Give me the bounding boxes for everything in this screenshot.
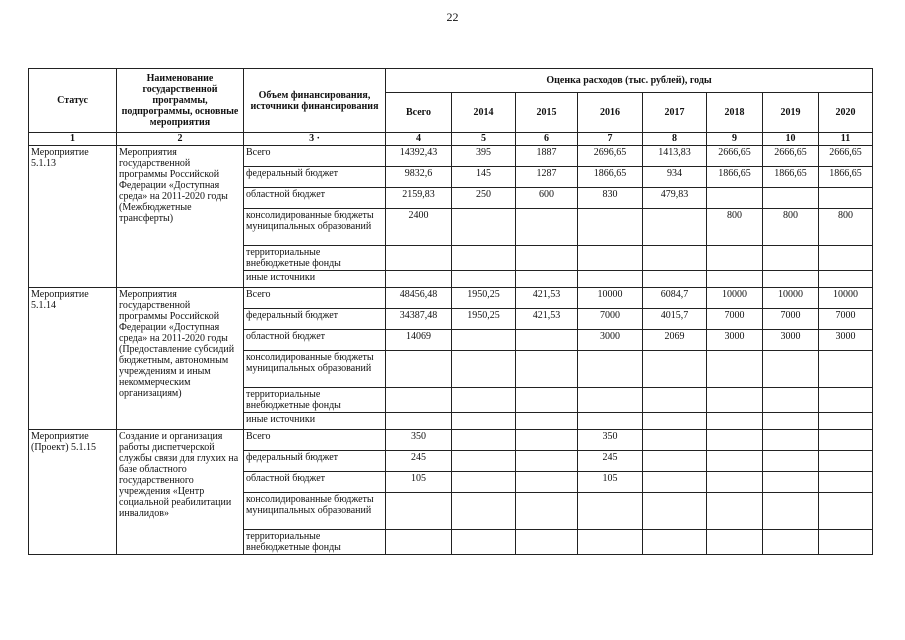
amount-cell	[452, 246, 516, 271]
amount-cell	[516, 430, 578, 451]
amount-cell: 2666,65	[707, 146, 763, 167]
table-row	[29, 430, 873, 451]
amount-cell	[643, 530, 707, 555]
funding-source: иные источники	[244, 413, 386, 430]
amount-cell	[763, 493, 819, 530]
table-row	[29, 288, 873, 309]
column-number: 4	[386, 133, 452, 146]
amount-cell: 1950,25	[452, 309, 516, 330]
amount-cell	[707, 472, 763, 493]
amount-cell	[707, 451, 763, 472]
amount-cell	[578, 413, 643, 430]
amount-cell: 350	[386, 430, 452, 451]
amount-cell: 48456,48	[386, 288, 452, 309]
funding-source: консолидированные бюджеты муниципальных образований	[244, 209, 386, 246]
amount-cell	[763, 246, 819, 271]
column-number: 5	[452, 133, 516, 146]
amount-cell: 250	[452, 188, 516, 209]
amount-cell	[763, 472, 819, 493]
amount-cell	[707, 388, 763, 413]
amount-cell	[819, 271, 873, 288]
column-number: 6	[516, 133, 578, 146]
amount-cell: 1950,25	[452, 288, 516, 309]
amount-cell	[643, 493, 707, 530]
amount-cell	[763, 351, 819, 388]
amount-cell	[452, 493, 516, 530]
amount-cell	[452, 388, 516, 413]
amount-cell	[819, 451, 873, 472]
amount-cell: 800	[707, 209, 763, 246]
amount-cell	[643, 413, 707, 430]
amount-cell	[819, 388, 873, 413]
header-year: 2015	[516, 93, 578, 133]
amount-cell	[819, 530, 873, 555]
amount-cell	[707, 530, 763, 555]
amount-cell	[643, 246, 707, 271]
amount-cell	[707, 430, 763, 451]
amount-cell: 10000	[578, 288, 643, 309]
amount-cell	[643, 209, 707, 246]
amount-cell	[643, 351, 707, 388]
amount-cell: 1413,83	[643, 146, 707, 167]
column-number: 1	[29, 133, 117, 146]
amount-cell	[578, 530, 643, 555]
funding-source: консолидированные бюджеты муниципальных образований	[244, 493, 386, 530]
amount-cell: 2696,65	[578, 146, 643, 167]
amount-cell	[386, 493, 452, 530]
amount-cell	[452, 430, 516, 451]
amount-cell: 7000	[707, 309, 763, 330]
amount-cell	[386, 246, 452, 271]
amount-cell	[516, 413, 578, 430]
amount-cell	[578, 271, 643, 288]
amount-cell	[452, 451, 516, 472]
table-row	[29, 146, 873, 167]
funding-source: иные источники	[244, 271, 386, 288]
amount-cell: 105	[386, 472, 452, 493]
amount-cell: 10000	[707, 288, 763, 309]
measure-name: Мероприятия государственной программы Российской Федерации «Доступная среда» на 2011-2020 годы (Межбюджетные трансферты)	[117, 146, 244, 288]
funding-source: Всего	[244, 288, 386, 309]
amount-cell: 350	[578, 430, 643, 451]
amount-cell: 2400	[386, 209, 452, 246]
amount-cell	[763, 388, 819, 413]
funding-source: территориальные внебюджетные фонды	[244, 388, 386, 413]
amount-cell	[578, 493, 643, 530]
amount-cell	[452, 351, 516, 388]
funding-source: Всего	[244, 430, 386, 451]
funding-source: Всего	[244, 146, 386, 167]
amount-cell	[643, 388, 707, 413]
funding-source: федеральный бюджет	[244, 451, 386, 472]
amount-cell	[819, 188, 873, 209]
amount-cell: 421,53	[516, 309, 578, 330]
header-volume: Объем финансирования, источники финансирования	[244, 69, 386, 133]
amount-cell: 1866,65	[763, 167, 819, 188]
amount-cell	[452, 330, 516, 351]
column-numbers-row	[29, 133, 873, 146]
amount-cell	[516, 388, 578, 413]
amount-cell: 800	[819, 209, 873, 246]
amount-cell	[707, 188, 763, 209]
amount-cell: 395	[452, 146, 516, 167]
amount-cell	[578, 351, 643, 388]
amount-cell	[516, 271, 578, 288]
amount-cell	[578, 209, 643, 246]
amount-cell: 245	[386, 451, 452, 472]
amount-cell	[516, 472, 578, 493]
amount-cell	[452, 209, 516, 246]
header-year: 2020	[819, 93, 873, 133]
amount-cell: 2069	[643, 330, 707, 351]
measure-status: Мероприятие (Проект) 5.1.15	[29, 430, 117, 555]
amount-cell: 145	[452, 167, 516, 188]
amount-cell	[819, 430, 873, 451]
amount-cell: 1287	[516, 167, 578, 188]
amount-cell	[707, 246, 763, 271]
amount-cell: 10000	[819, 288, 873, 309]
funding-source: областной бюджет	[244, 188, 386, 209]
amount-cell: 600	[516, 188, 578, 209]
funding-source: областной бюджет	[244, 330, 386, 351]
amount-cell: 7000	[819, 309, 873, 330]
amount-cell	[819, 351, 873, 388]
measure-status: Мероприятие 5.1.14	[29, 288, 117, 430]
header-year: 2018	[707, 93, 763, 133]
amount-cell: 1887	[516, 146, 578, 167]
header-estimate: Оценка расходов (тыс. рублей), годы	[386, 69, 873, 93]
amount-cell	[707, 351, 763, 388]
amount-cell	[819, 472, 873, 493]
amount-cell: 4015,7	[643, 309, 707, 330]
amount-cell: 479,83	[643, 188, 707, 209]
amount-cell	[386, 530, 452, 555]
amount-cell	[452, 472, 516, 493]
amount-cell	[819, 493, 873, 530]
column-number: 11	[819, 133, 873, 146]
amount-cell	[452, 271, 516, 288]
amount-cell	[643, 271, 707, 288]
amount-cell	[707, 493, 763, 530]
amount-cell	[516, 330, 578, 351]
amount-cell	[516, 246, 578, 271]
amount-cell	[763, 430, 819, 451]
amount-cell: 800	[763, 209, 819, 246]
amount-cell: 14069	[386, 330, 452, 351]
measure-status: Мероприятие 5.1.13	[29, 146, 117, 288]
amount-cell	[386, 413, 452, 430]
amount-cell	[707, 413, 763, 430]
column-number: 2	[117, 133, 244, 146]
amount-cell: 7000	[578, 309, 643, 330]
amount-cell: 2159,83	[386, 188, 452, 209]
amount-cell: 10000	[763, 288, 819, 309]
amount-cell	[763, 188, 819, 209]
amount-cell	[578, 246, 643, 271]
amount-cell	[386, 271, 452, 288]
amount-cell	[643, 451, 707, 472]
amount-cell	[516, 209, 578, 246]
budget-table-body	[29, 146, 873, 555]
amount-cell: 7000	[763, 309, 819, 330]
amount-cell: 934	[643, 167, 707, 188]
amount-cell	[516, 351, 578, 388]
amount-cell	[452, 413, 516, 430]
amount-cell	[819, 246, 873, 271]
header-status: Статус	[29, 69, 117, 133]
funding-source: федеральный бюджет	[244, 309, 386, 330]
amount-cell	[763, 413, 819, 430]
amount-cell: 2666,65	[819, 146, 873, 167]
amount-cell: 3000	[819, 330, 873, 351]
amount-cell	[386, 388, 452, 413]
amount-cell	[643, 430, 707, 451]
header-year: 2014	[452, 93, 516, 133]
amount-cell: 6084,7	[643, 288, 707, 309]
column-number: 8	[643, 133, 707, 146]
amount-cell: 1866,65	[707, 167, 763, 188]
page-number: 22	[446, 10, 459, 24]
amount-cell: 3000	[578, 330, 643, 351]
column-number: 9	[707, 133, 763, 146]
funding-source: федеральный бюджет	[244, 167, 386, 188]
amount-cell	[516, 493, 578, 530]
amount-cell	[819, 413, 873, 430]
header-name: Наименование государственной программы, подпрограммы, основные мероприятия	[117, 69, 244, 133]
header-year: 2016	[578, 93, 643, 133]
amount-cell: 1866,65	[578, 167, 643, 188]
amount-cell	[578, 388, 643, 413]
amount-cell: 1866,65	[819, 167, 873, 188]
amount-cell: 2666,65	[763, 146, 819, 167]
column-number: 10	[763, 133, 819, 146]
amount-cell: 245	[578, 451, 643, 472]
amount-cell: 9832,6	[386, 167, 452, 188]
amount-cell	[452, 530, 516, 555]
amount-cell	[763, 271, 819, 288]
amount-cell: 830	[578, 188, 643, 209]
header-year: 2019	[763, 93, 819, 133]
funding-source: территориальные внебюджетные фонды	[244, 246, 386, 271]
amount-cell	[763, 451, 819, 472]
measure-name: Создание и организация работы диспетчерской службы связи для глухих на базе областного государственного учреждения «Центр социальной реабилитации инвалидов»	[117, 430, 244, 555]
amount-cell	[516, 530, 578, 555]
amount-cell: 421,53	[516, 288, 578, 309]
amount-cell	[516, 451, 578, 472]
measure-name: Мероприятия государственной программы Российской Федерации «Доступная среда» на 2011-2020 годы (Предоставление субсидий бюджетным, автономным учреждениям и иным некоммерческим организациям)	[117, 288, 244, 430]
budget-table	[28, 68, 873, 555]
amount-cell	[707, 271, 763, 288]
amount-cell	[643, 472, 707, 493]
amount-cell	[386, 351, 452, 388]
amount-cell: 3000	[707, 330, 763, 351]
header-total: Всего	[386, 93, 452, 133]
amount-cell: 34387,48	[386, 309, 452, 330]
amount-cell: 105	[578, 472, 643, 493]
amount-cell: 3000	[763, 330, 819, 351]
funding-source: территориальные внебюджетные фонды	[244, 530, 386, 555]
amount-cell: 14392,43	[386, 146, 452, 167]
header-year: 2017	[643, 93, 707, 133]
amount-cell	[763, 530, 819, 555]
funding-source: консолидированные бюджеты муниципальных образований	[244, 351, 386, 388]
funding-source: областной бюджет	[244, 472, 386, 493]
column-number: 3 ·	[244, 133, 386, 146]
column-number: 7	[578, 133, 643, 146]
